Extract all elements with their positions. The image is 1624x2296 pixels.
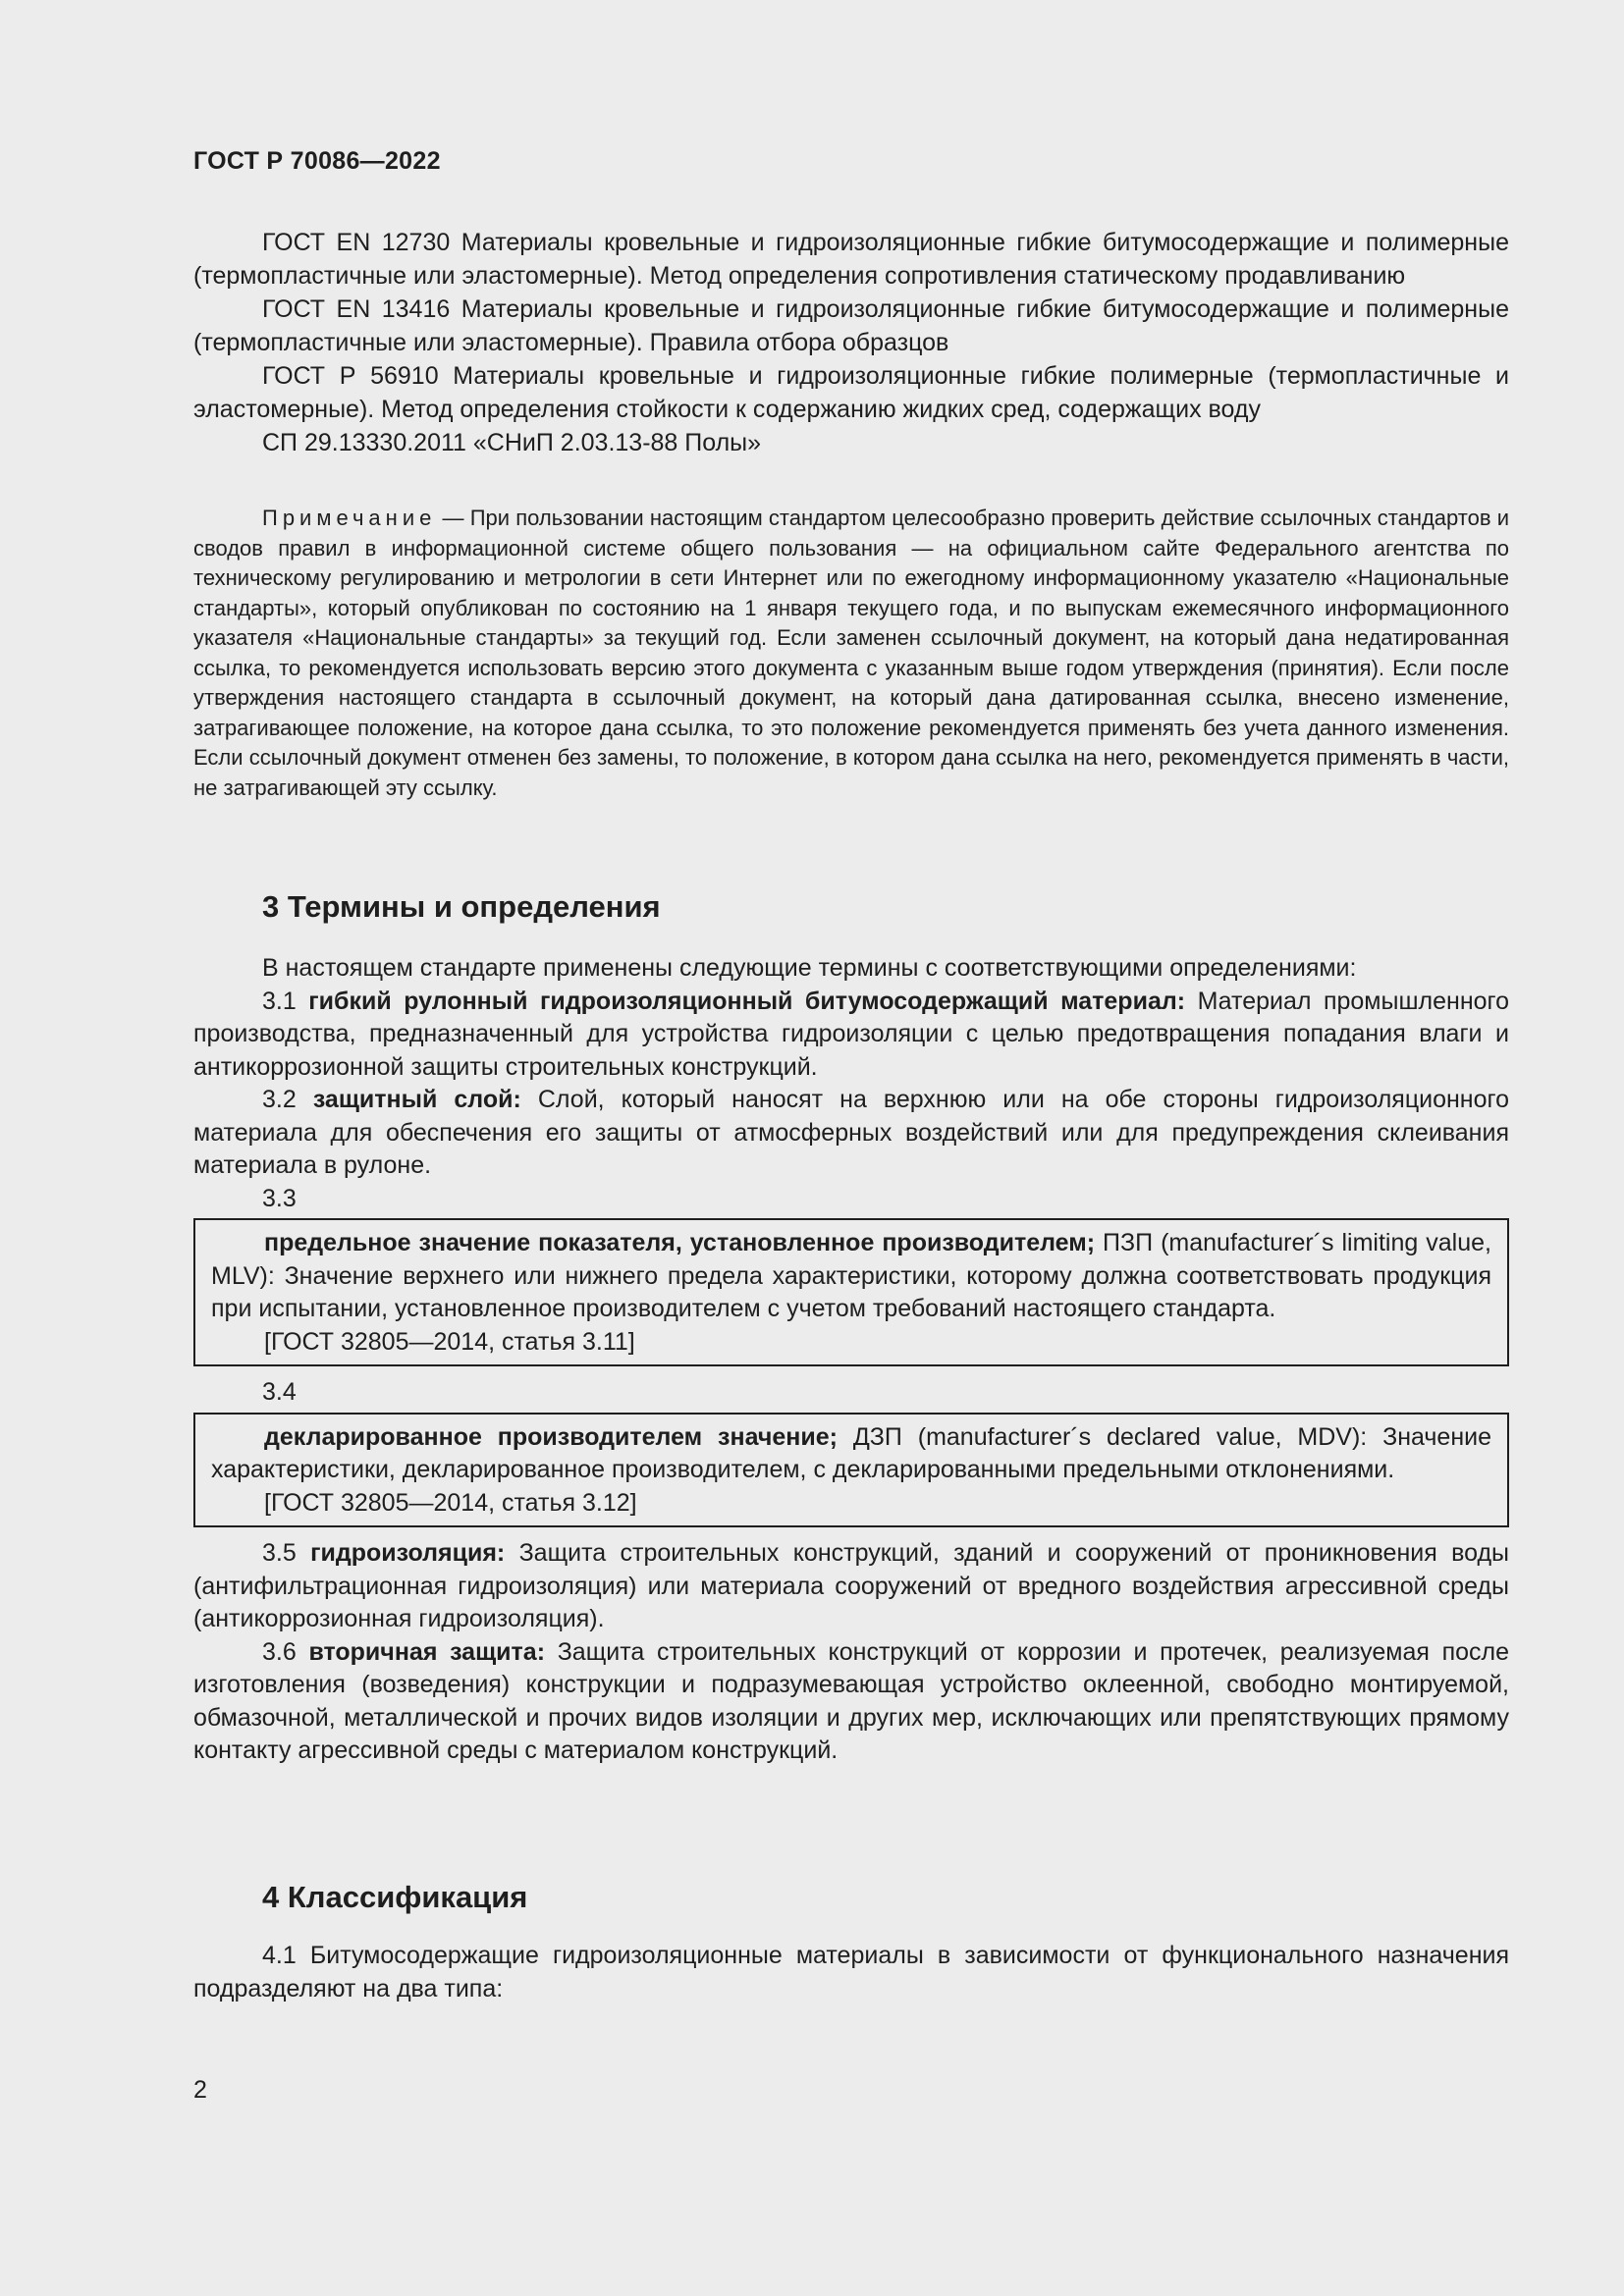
term-definition: Слой, который наносят на верхнюю или на обе стороны гидроизоляционного материала для обеспечения его защиты от атмосферных воздействий или для предупреждения склеивания материала в рулоне. (193, 1086, 1509, 1179)
reference-item: ГОСТ EN 13416 Материалы кровельные и гидроизоляционные гибкие битумосодержащие и полимерные (термопластичные или эластомерные). Правила отбора образцов (193, 295, 1509, 356)
section-3-intro: В настоящем стандарте применены следующие термины с соответствующими определениями: (262, 954, 1357, 982)
term-definition: Материал промышленного производства, предназначенный для устройства гидроизоляции с целью предотвращения попадания влаги и антикоррозионной защиты строительных конструкций. (193, 987, 1509, 1081)
term-name: гибкий рулонный гидроизоляционный битумосодержащий материал: (308, 987, 1186, 1015)
term-3-4-number: 3.4 (262, 1378, 297, 1406)
term-number: 3.2 (262, 1086, 313, 1113)
term-3-2 (193, 1084, 1509, 1183)
term-3-5 (193, 1537, 1509, 1636)
section-4-title: 4 Классификация (262, 1880, 528, 1914)
term-number: 3.1 (262, 987, 309, 1015)
term-source: [ГОСТ 32805—2014, статья 3.12] (264, 1488, 637, 1517)
reference-item: СП 29.13330.2011 «СНиП 2.03.13-88 Полы» (262, 429, 762, 456)
reference-item: ГОСТ EN 12730 Материалы кровельные и гидроизоляционные гибкие битумосодержащие и полимерные (термопластичные или эластомерные). Метод определения сопротивления статическому продавливанию (193, 229, 1509, 290)
term-name: декларированное производителем значение; (264, 1422, 838, 1451)
term-3-3 (211, 1227, 1491, 1326)
term-number: 3.5 (262, 1539, 311, 1567)
note-dash: — (436, 506, 470, 530)
reference-item: ГОСТ Р 56910 Материалы кровельные и гидроизоляционные гибкие полимерные (термопластичные и эластомерные). Метод определения стойкости к содержанию жидких сред, содержащих воду (193, 362, 1509, 423)
term-definition: Защита строительных конструкций, зданий и сооружений от проникновения воды (антифильтрационная гидроизоляция) или материала сооружений от вредного воздействия агрессивной среды (антикоррозионная гидроизоляция). (193, 1539, 1509, 1632)
term-number: 3.6 (262, 1637, 309, 1666)
term-name: защитный слой: (312, 1086, 521, 1113)
section-3-title: 3 Термины и определения (262, 889, 661, 924)
normative-references (193, 226, 1509, 459)
note-text: При пользовании настоящим стандартом целесообразно проверить действие ссылочных стандартов и сводов правил в информационной системе общего пользования — на официальном сайте Федерального агентства по техническому регулированию и метрологии в сети Интернет или по ежегодному информационному указателю «Национальные стандарты», который опубликован по состоянию на 1 января текущего года, и по выпускам ежемесячного информационного указателя «Национальные стандарты» за текущий год. Если заменен ссылочный документ, на который дана недатированная ссылка, то рекомендуется использовать версию этого документа с указанным выше годом утверждения (принятия). Если после утверждения настоящего стандарта в ссылочный документ, на который дана датированная ссылка, внесено изменение, затрагивающее положение, на которое дана ссылка, то это положение рекомендуется применять без учета данного изменения. Если ссылочный документ отменен без замены, то положение, в котором дана ссылка на него, рекомендуется применять в части, не затрагивающей эту ссылку. (193, 506, 1510, 800)
term-name: гидроизоляция: (310, 1539, 506, 1567)
clause-4-1: 4.1 Битумосодержащие гидроизоляционные материалы в зависимости от функционального назначения подразделяют на два типа: (193, 1942, 1509, 2002)
term-3-4 (211, 1421, 1491, 1487)
note-paragraph (193, 504, 1509, 803)
term-definition: ПЗП (manufacturer´s limiting value, MLV): Значение верхнего или нижнего предела характеристики, которому должна соответствовать продукция при испытании, установленное производителем с учетом требований настоящего стандарта. (211, 1229, 1491, 1322)
term-3-6 (193, 1636, 1509, 1768)
term-3-3-number: 3.3 (262, 1184, 297, 1212)
section-3-body (193, 952, 1509, 1768)
section-4-body (193, 1940, 1509, 2005)
term-definition: ДЗП (manufacturer´s declared value, MDV): Значение характеристики, декларированное производителем, с декларированными предельными отклонениями. (211, 1422, 1491, 1483)
term-3-1 (193, 986, 1509, 1085)
page-number: 2 (193, 2076, 207, 2104)
document-header: ГОСТ Р 70086—2022 (193, 147, 441, 175)
term-source: [ГОСТ 32805—2014, статья 3.11] (264, 1327, 635, 1356)
term-name: предельное значение показателя, установленное производителем; (264, 1229, 1096, 1256)
note-label: Примечание (262, 506, 437, 530)
term-definition: Защита строительных конструкций от коррозии и протечек, реализуемая после изготовления (возведения) конструкции и подразумевающая устройство оклеенной, свободно монтируемой, обмазочной, металлической и прочих видов изоляции и других мер, исключающих или препятствующих прямому контакту агрессивной среды с материалом конструкций. (193, 1637, 1509, 1764)
term-3-3-box (193, 1218, 1509, 1366)
term-name: вторичная защита: (308, 1637, 546, 1666)
term-3-4-box (193, 1413, 1509, 1528)
